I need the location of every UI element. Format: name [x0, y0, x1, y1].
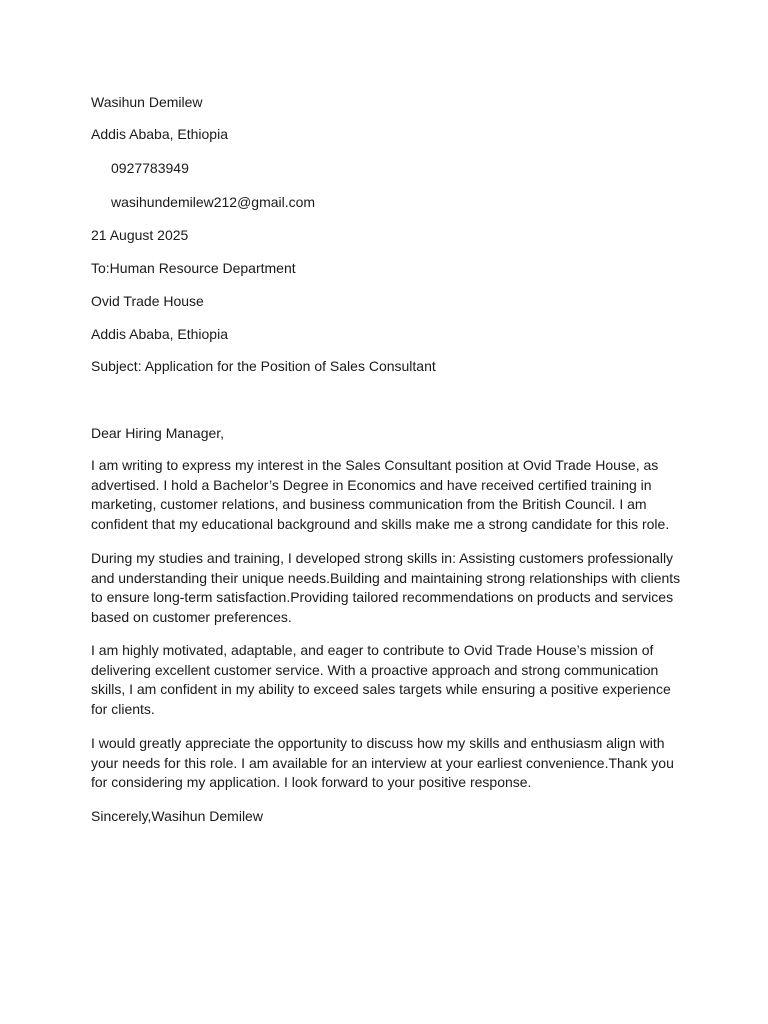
body-paragraph-3: I am highly motivated, adaptable, and eager to contribute to Ovid Trade House’s mission of delivering excellent customer service. With a proactive approach and strong communication skills, I am confident in my ability to exceed sales targets while ensuring a positive experience for clients.	[91, 642, 671, 717]
recipient-department: To:Human Resource Department	[91, 260, 296, 276]
sender-name: Wasihun Demilew	[91, 94, 203, 110]
sender-email: wasihundemilew212@gmail.com	[111, 194, 316, 210]
recipient-address: Addis Ababa, Ethiopia	[91, 326, 228, 342]
letter-closing: Sincerely,Wasihun Demilew	[91, 808, 263, 824]
body-paragraph-4: I would greatly appreciate the opportunity to discuss how my skills and enthusiasm align with your needs for this role. I am available for an interview at your earliest convenience.Thank you for considering my application. I look forward to your positive response.	[91, 735, 674, 791]
letter-salutation: Dear Hiring Manager,	[91, 425, 225, 441]
sender-phone: 0927783949	[111, 160, 189, 176]
body-paragraph-1: I am writing to express my interest in the Sales Consultant position at Ovid Trade House, as advertised. I hold a Bachelor’s Degree in Economics and have received certified training in marketing, customer relations, and business communication from the British Council. I am confident that my educational background and skills make me a strong candidate for this role.	[91, 457, 670, 532]
body-paragraph-2: During my studies and training, I developed strong skills in: Assisting customers professionally and understanding their unique needs.Building and maintaining strong relationships with clients to ensure long-term satisfaction.Providing tailored recommendations on products and services based on customer preferences.	[91, 550, 681, 625]
letter-date: 21 August 2025	[91, 227, 189, 243]
recipient-company: Ovid Trade House	[91, 293, 204, 309]
sender-address: Addis Ababa, Ethiopia	[91, 126, 228, 142]
letter-subject: Subject: Application for the Position of Sales Consultant	[91, 358, 436, 374]
